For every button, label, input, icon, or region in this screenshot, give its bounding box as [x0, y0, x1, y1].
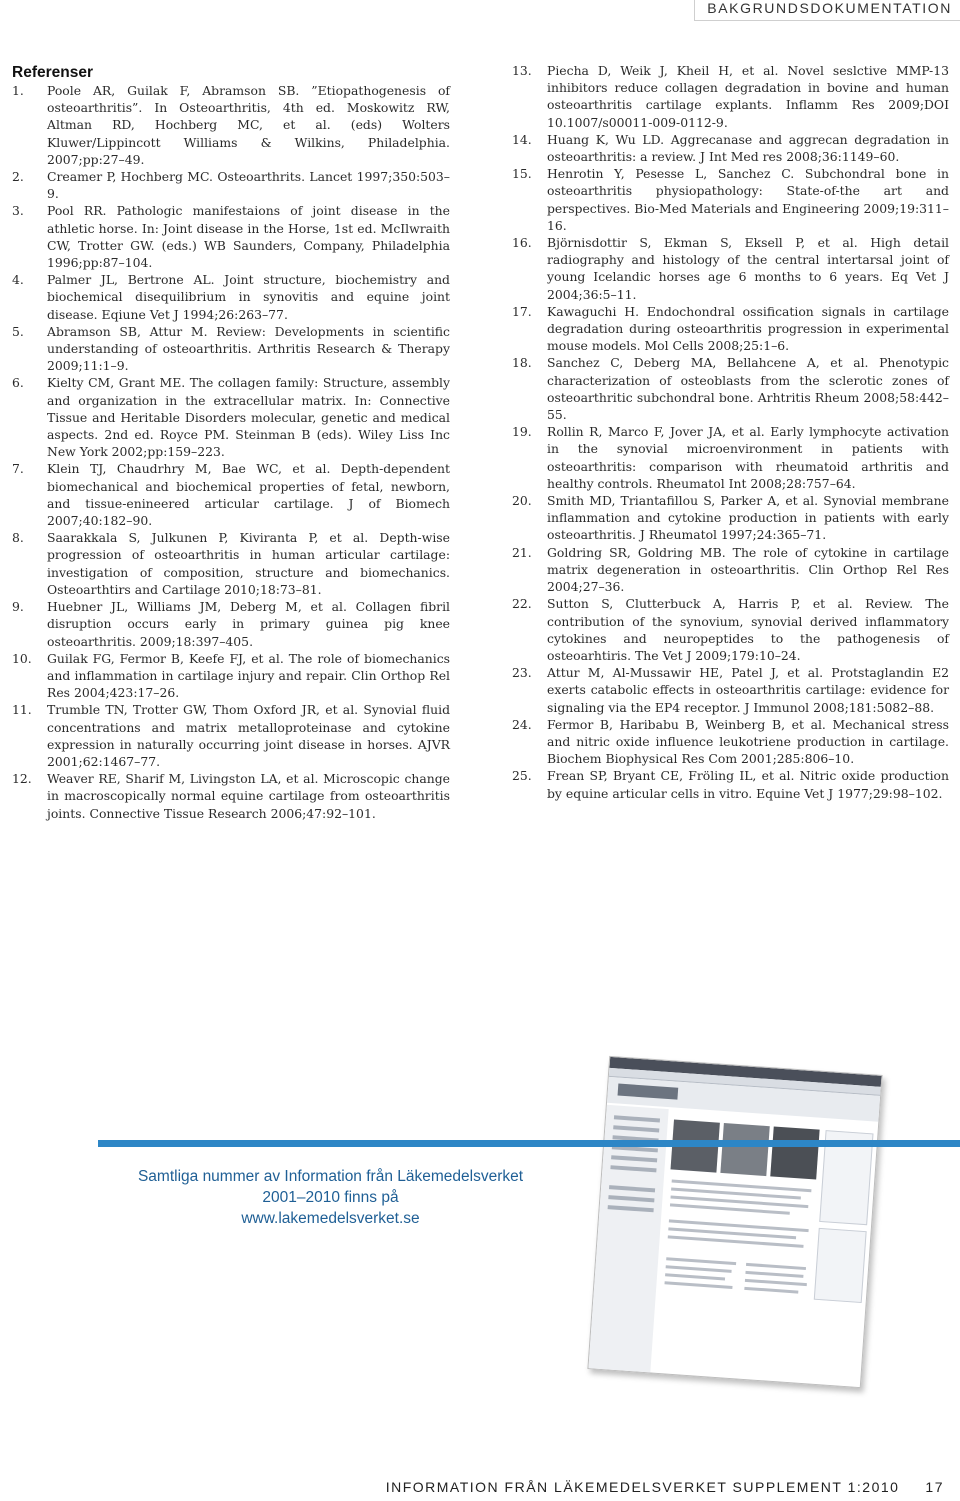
reference-number: 25. [512, 768, 532, 784]
reference-item [512, 354, 949, 423]
reference-number: 12. [12, 771, 32, 787]
reference-item [512, 62, 949, 131]
reference-text: Sutton S, Clutterbuck A, Harris P, et al. Review. The contribution of the synovium, synovial derived inflammatory cytokines and neuropeptides to the pathogenesis of osteoarhtiris. The Vet J 2009;179:10–24. [547, 596, 949, 663]
reference-number: 16. [512, 235, 532, 251]
reference-number: 11. [12, 702, 32, 718]
page-number: 17 [925, 1479, 944, 1495]
reference-item [12, 323, 450, 375]
reference-text: Huang K, Wu LD. Aggrecanase and aggrecan degradation in osteoarthritis: a review. J Int Med res 2008;36:1149–60. [547, 131, 949, 165]
reference-item [512, 303, 949, 355]
reference-text: Kielty CM, Grant ME. The collagen family: Structure, assembly and organization in the extracellular matrix. In: Connective Tissue and Heritable Disorders molecular, genetic and medical aspects. 2nd ed. Royce PM. Steinman B (eds). Wiley Liss Inc New York 2002;pp:159–223. [47, 375, 450, 460]
reference-text: Klein TJ, Chaudrhry M, Bae WC, et al. Depth-dependent biomechanical and biochemical properties of fetal, newborn, and tissue-enineered articular cartilage. J of Biomech 2007;40:182–90. [47, 461, 450, 529]
reference-number: 6. [12, 375, 24, 391]
reference-text: Björnisdottir S, Ekman S, Eksell P, et al. High detail radiography and histology of the central intertarsal joint of young Icelandic horses age 6 months to 6 years. Eq Vet J 2004;36:5–11. [547, 235, 949, 302]
website-screenshot-image [587, 1056, 882, 1388]
publication-title: INFORMATION FRÅN LÄKEMEDELSVERKET SUPPLEMENT 1:2010 [385, 1479, 900, 1495]
reference-item [512, 664, 949, 716]
reference-list-left [12, 82, 450, 822]
reference-number: 17. [512, 303, 532, 319]
reference-item [12, 202, 450, 271]
reference-text: Piecha D, Weik J, Kheil H, et al. Novel seslctive MMP-13 inhibitors reduce collagen degradation in bovine and human osteoarthritis cartilage explants. Inflamm Res 2009;DOI 10.1007/s00011-009-0112-9. [547, 63, 949, 130]
reference-number: 21. [512, 544, 532, 560]
reference-number: 13. [512, 63, 532, 78]
reference-item [12, 598, 450, 650]
reference-text: Sanchez C, Deberg MA, Bellahcene A, et al. Phenotypic characterization of osteoblasts from the sclerotic zones of osteoarthritic subchondral bone. Arhtritis Rheum 2008;58:442–55. [547, 355, 949, 423]
reference-text: Goldring SR, Goldring MB. The role of cytokine in cartilage matrix degeneration in osteoarthritis. Clin Orthop Rel Res 2004;27–36. [547, 544, 949, 595]
promo-text [98, 1166, 563, 1229]
reference-number: 3. [12, 203, 24, 219]
reference-item [12, 529, 450, 598]
reference-text: Frean SP, Bryant CE, Fröling IL, et al. Nitric oxide production by equine articular cells in vitro. Equine Vet J 1977;29:98–102. [547, 768, 949, 801]
reference-text: Henrotin Y, Pesesse L, Sanchez C. Subchondral bone in osteoarthritis physiopathology: State-of-the art and perspectives. Bio-Med Materials and Engineering 2009;19:311–16. [547, 166, 949, 233]
reference-text: Palmer JL, Bertrone AL. Joint structure, biochemistry and biochemical disequilibrium in synovitis and equine joint disease. Eqiune Vet J 1994;26:263–77. [47, 272, 450, 322]
reference-number: 4. [12, 272, 24, 288]
reference-text: Pool RR. Pathologic manifestaions of joint disease in the athletic horse. In: Joint disease in the Horse, 1st ed. McIlwraith CW, Trotter GW. (eds.) WB Saunders, Company, Philadelphia 1996;pp:87–104. [47, 203, 450, 271]
reference-number: 14. [512, 131, 532, 147]
reference-text: Weaver RE, Sharif M, Livingston LA, et al. Microscopic change in macroscopically normal equine cartilage from osteoarthritis joints. Connective Tissue Research 2006;47:92–101. [47, 771, 450, 821]
accent-bar [98, 1140, 960, 1147]
reference-item [512, 165, 949, 234]
page-footer [386, 1479, 944, 1495]
promo-url-link[interactable]: www.lakemedelsverket.se [241, 1210, 420, 1227]
reference-item [512, 716, 949, 768]
reference-number: 20. [512, 493, 532, 509]
reference-text: Abramson SB, Attur M. Review: Developments in scientific understanding of osteoarthritis. Arthritis Research & Therapy 2009;11:1–9. [47, 323, 450, 374]
reference-text: Fermor B, Haribabu B, Weinberg B, et al. Mechanical stress and nitric oxide influence leukotriene production in cartilage. Biochem Biophysical Res Com 2001;285:806–10. [547, 716, 949, 767]
reference-number: 10. [12, 650, 32, 666]
reference-number: 2. [12, 169, 24, 185]
reference-item [12, 650, 450, 702]
reference-item [512, 767, 949, 801]
reference-number: 9. [12, 599, 24, 615]
reference-number: 7. [12, 461, 24, 477]
reference-number: 5. [12, 323, 24, 339]
reference-text: Guilak FG, Fermor B, Keefe FJ, et al. The role of biomechanics and inflammation in cartilage injury and repair. Clin Orthop Rel Res 2004;423:17–26. [47, 650, 450, 701]
reference-number: 8. [12, 530, 24, 546]
reference-item [12, 770, 450, 822]
reference-text: Huebner JL, Williams JM, Deberg M, et al. Collagen fibril disruption occurs early in primary guinea pig knee osteoarthritis. 2009;18:397–405. [47, 599, 450, 649]
reference-text: Smith MD, Triantafillou S, Parker A, et al. Synovial membrane inflammation and cytokine production in patients with early osteoarthritis. J Rheumatol 1997;24:365–71. [547, 493, 949, 543]
reference-item [12, 374, 450, 460]
reference-item [512, 492, 949, 544]
reference-number: 24. [512, 716, 532, 732]
reference-item [512, 544, 949, 596]
reference-text: Kawaguchi H. Endochondral ossification signals in cartilage degradation during osteoarthritis progression in experimental mouse models. Mol Cells 2008;25:1–6. [547, 303, 949, 354]
reference-number: 15. [512, 166, 532, 182]
reference-number: 23. [512, 665, 532, 681]
reference-item [12, 168, 450, 202]
references-column-left [12, 62, 450, 822]
reference-text: Attur M, Al-Mussawir HE, Patel J, et al. Protstaglandin E2 exerts catabolic effects in osteoarthritis cartilage: evidence for signaling via the EP4 receptor. J Immunol 2008;181:5082–88. [547, 665, 949, 715]
reference-list-right [512, 62, 949, 802]
reference-number: 1. [12, 83, 24, 98]
promo-line-1: Samtliga nummer av Information från Läkemedelsverket [137, 1168, 524, 1185]
promo-line-2: 2001–2010 finns på [262, 1189, 399, 1206]
reference-item [512, 131, 949, 165]
reference-item [12, 271, 450, 323]
reference-item [512, 423, 949, 492]
reference-item [512, 595, 949, 664]
reference-text: Poole AR, Guilak F, Abramson SB. ”Etiopathogenesis of osteoarthritis”. In Osteoarthritis, 4th ed. Moskowitz RW, Altman RD, Hochberg MC, et al. (eds) Wolters Kluwer/Lippincott Williams & Wilkins, Philadelphia. 2007;pp:27–49. [47, 83, 450, 167]
reference-text: Saarakkala S, Julkunen P, Kiviranta P, et al. Depth-wise progression of osteoarthritis in human articular cartilage: investigation of composition, structure and biomechanics. Osteoarthtirs and Cartilage 2010;18:73–81. [47, 530, 450, 597]
reference-text: Trumble TN, Trotter GW, Thom Oxford JR, et al. Synovial fluid concentrations and matrix metalloproteinase and cytokine expression in naturally occurring joint disease in horses. AJVR 2001;62:1467–77. [47, 702, 450, 769]
reference-text: Rollin R, Marco F, Jover JA, et al. Early lymphocyte activation in the synovial microenvironment in patients with osteoarthritis: comparison with rheumatoid arthritis and healthy controls. Rheumatol Int 2008;28:757–64. [547, 424, 949, 491]
section-label: BAKGRUNDSDOKUMENTATION [694, 0, 960, 21]
reference-number: 19. [512, 424, 532, 440]
references-column-right [512, 62, 949, 802]
reference-item [12, 701, 450, 770]
reference-item [12, 460, 450, 529]
reference-item [12, 82, 450, 168]
references-heading: Referenser [12, 64, 93, 81]
reference-number: 22. [512, 596, 532, 612]
reference-text: Creamer P, Hochberg MC. Osteoarthrits. Lancet 1997;350:503–9. [47, 169, 450, 202]
reference-number: 18. [512, 355, 532, 371]
reference-item [512, 234, 949, 303]
